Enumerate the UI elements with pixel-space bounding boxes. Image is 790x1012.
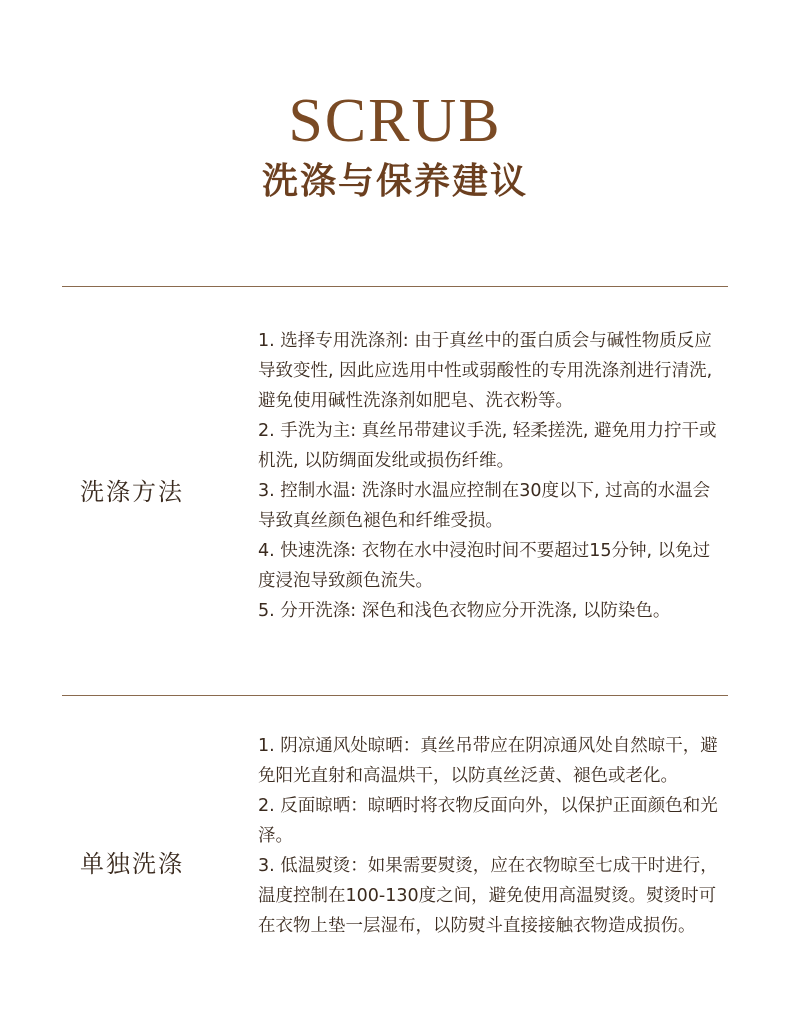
instruction-item: 1. 选择专用洗涤剂: 由于真丝中的蛋白质会与碱性物质反应导致变性, 因此应选用中性或弱酸性的专用洗涤剂进行清洗, 避免使用碱性洗涤剂如肥皂、洗衣粉等。 <box>258 331 713 411</box>
instruction-item: 3. 控制水温: 洗涤时水温应控制在30度以下, 过高的水温会导致真丝颜色褪色和纤维受损。 <box>258 481 711 531</box>
instruction-item: 1. 阴凉通风处晾晒：真丝吊带应在阴凉通风处自然晾干，避免阳光直射和高温烘干，以防真丝泛黄、褪色或老化。 <box>258 736 718 786</box>
section-label-separate-washing: 单独洗涤 <box>80 850 184 878</box>
instruction-item: 4. 快速洗涤: 衣物在水中浸泡时间不要超过15分钟, 以免过度浸泡导致颜色流失。 <box>258 541 711 591</box>
instruction-item: 3. 低温熨烫：如果需要熨烫，应在衣物晾至七成干时进行，温度控制在100-130度之间，避免使用高温熨烫。熨烫时可在衣物上垫一层湿布，以防熨斗直接接触衣物造成损伤。 <box>258 856 718 936</box>
section-divider <box>62 286 728 287</box>
section-body-washing-method <box>258 326 718 626</box>
section-label-washing-method: 洗涤方法 <box>80 478 184 506</box>
page-subtitle: 洗涤与保养建议 <box>261 161 528 202</box>
instruction-item: 2. 反面晾晒：晾晒时将衣物反面向外，以保护正面颜色和光泽。 <box>258 796 718 846</box>
instruction-item: 5. 分开洗涤: 深色和浅色衣物应分开洗涤, 以防染色。 <box>258 601 671 621</box>
brand-title: SCRUB <box>288 87 502 155</box>
section-divider <box>62 695 728 696</box>
instruction-item: 2. 手洗为主: 真丝吊带建议手洗, 轻柔搓洗, 避免用力拧干或机洗, 以防绸面发纰或损伤纤维。 <box>258 421 717 471</box>
section-body-separate-washing <box>258 731 718 941</box>
